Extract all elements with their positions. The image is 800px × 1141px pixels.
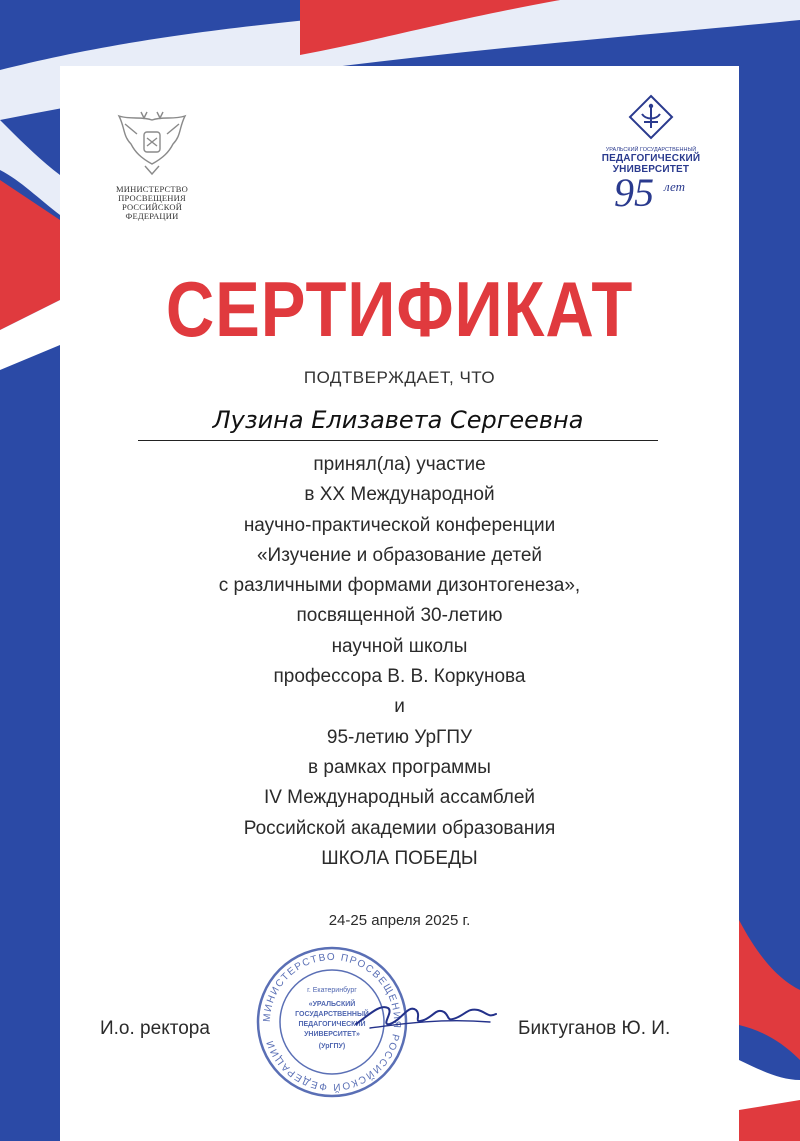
signatory-name: Биктуганов Ю. И. xyxy=(518,1018,671,1039)
ministry-line-3: РОССИЙСКОЙ xyxy=(121,202,183,212)
ministry-logo xyxy=(102,106,202,221)
ministry-line-1: МИНИСТЕРСТВО xyxy=(116,184,188,194)
certificate-body xyxy=(60,450,739,874)
body-line: научной школы xyxy=(331,635,468,657)
signatory-position: И.о. ректора xyxy=(100,1018,210,1039)
recipient-name: Лузина Елизавета Сергеевна xyxy=(212,406,584,434)
certificate-title: СЕРТИФИКАТ xyxy=(165,265,634,353)
svg-text:(УрГПУ): (УрГПУ) xyxy=(318,1043,346,1050)
anniversary-number: 95 xyxy=(614,170,654,215)
body-line: «Изучение и образование детей xyxy=(256,544,543,566)
body-line: Российской академии образования xyxy=(243,817,556,839)
body-line: и xyxy=(394,696,405,718)
certificate-sheet xyxy=(60,66,739,1141)
ministry-line-2: ПРОСВЕЩЕНИЯ xyxy=(118,193,186,203)
university-diamond-icon xyxy=(628,94,674,140)
ministry-line-4: ФЕДЕРАЦИИ xyxy=(125,211,179,221)
body-line: профессора В. В. Коркунова xyxy=(273,666,526,688)
body-line: ШКОЛА ПОБЕДЫ xyxy=(321,847,478,869)
body-line: в XX Международной xyxy=(304,484,495,506)
handwritten-signature xyxy=(350,984,500,1044)
svg-text:ГОСУДАРСТВЕННЫЙ: ГОСУДАРСТВЕННЫЙ xyxy=(295,1011,369,1018)
event-date: 24-25 апреля 2025 г. xyxy=(328,912,471,929)
body-line: с различными формами дизонтогенеза», xyxy=(218,575,581,597)
body-line: IV Международный ассамблей xyxy=(263,787,536,809)
body-line: научно-практической конференции xyxy=(243,514,556,536)
body-line: принял(ла) участие xyxy=(313,454,486,475)
body-line: посвященной 30-летию xyxy=(296,605,503,627)
confirms-text: ПОДТВЕРЖДАЕТ, ЧТО xyxy=(303,368,496,387)
svg-text:г. Екатеринбург: г. Екатеринбург xyxy=(307,987,357,994)
recipient-underline xyxy=(138,440,658,441)
svg-text:ПЕДАГОГИЧЕСКИЙ: ПЕДАГОГИЧЕСКИЙ xyxy=(298,1021,366,1028)
svg-text:«УРАЛЬСКИЙ: «УРАЛЬСКИЙ xyxy=(308,1001,356,1008)
university-small-label: УРАЛЬСКИЙ ГОСУДАРСТВЕННЫЙ xyxy=(605,147,697,153)
svg-text:МИНИСТЕРСТВО ПРОСВЕЩЕНИЯ РОССИ: МИНИСТЕРСТВО ПРОСВЕЩЕНИЯ РОССИЙСКОЙ ФЕДЕРАЦИИ xyxy=(261,951,403,1093)
body-line: в рамках программы xyxy=(308,756,491,778)
coat-of-arms-icon xyxy=(111,106,193,178)
university-name-line-2: УНИВЕРСИТЕТ xyxy=(612,164,690,175)
university-name-line-1: ПЕДАГОГИЧЕСКИЙ xyxy=(601,153,701,164)
svg-text:УНИВЕРСИТЕТ»: УНИВЕРСИТЕТ» xyxy=(304,1031,360,1038)
anniversary-word: лет xyxy=(664,179,685,194)
body-line: 95-летию УрГПУ xyxy=(326,726,473,748)
university-logo xyxy=(596,94,706,215)
